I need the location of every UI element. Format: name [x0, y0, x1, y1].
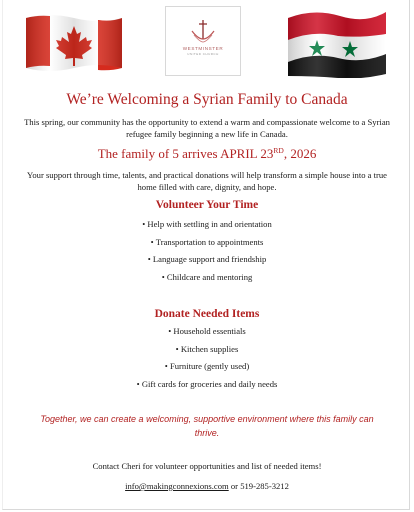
donate-list	[0, 323, 414, 393]
donate-heading: Donate Needed Items	[154, 308, 260, 320]
canada-flag-icon	[24, 12, 124, 74]
intro-paragraph: This spring, our community has the opportunity to extend a warm and compassionate welcome to a Syrian refugee family beginning a new life in Canada.	[24, 117, 390, 139]
list-item: • Transportation to appointments	[0, 234, 414, 252]
page-title: We’re Welcoming a Syrian Family to Canada	[66, 91, 348, 108]
email-link[interactable]: info@makingconnexions.com	[125, 481, 229, 491]
contact-details	[0, 481, 414, 491]
list-item: • Household essentials	[0, 323, 414, 341]
contact-text: Contact Cheri for volunteer opportunities and list of needed items!	[92, 461, 322, 471]
volunteer-list	[0, 216, 414, 286]
list-item: • Gift cards for groceries and daily needs	[0, 376, 414, 394]
arrival-ordinal-suffix: RD	[273, 146, 284, 155]
logo-name: WESTMINSTER	[182, 46, 224, 51]
church-logo	[165, 6, 241, 76]
logo-subtitle: UNITED CHURCH	[187, 52, 219, 56]
arrival-text: The family of 5 arrives APRIL 23	[97, 146, 274, 161]
list-item: • Language support and friendship	[0, 251, 414, 269]
support-paragraph: Your support through time, talents, and practical donations will help transform a simple house into a true home filled with care, dignity, and hope.	[27, 170, 387, 192]
list-item: • Childcare and mentoring	[0, 269, 414, 287]
list-item: • Furniture (gently used)	[0, 358, 414, 376]
arrival-date-heading	[0, 146, 414, 162]
closing-statement: Together, we can create a welcoming, supportive environment where this family can thrive.	[40, 414, 374, 438]
arrival-year: , 2026	[283, 146, 317, 161]
contact-separator: or	[228, 481, 241, 491]
list-item: • Kitchen supplies	[0, 341, 414, 359]
list-item: • Help with settling in and orientation	[0, 216, 414, 234]
phone-number: 519-285-3212	[240, 481, 289, 491]
church-cross-icon	[190, 19, 216, 43]
volunteer-heading: Volunteer Your Time	[155, 199, 259, 211]
syria-flag-icon	[284, 8, 388, 78]
